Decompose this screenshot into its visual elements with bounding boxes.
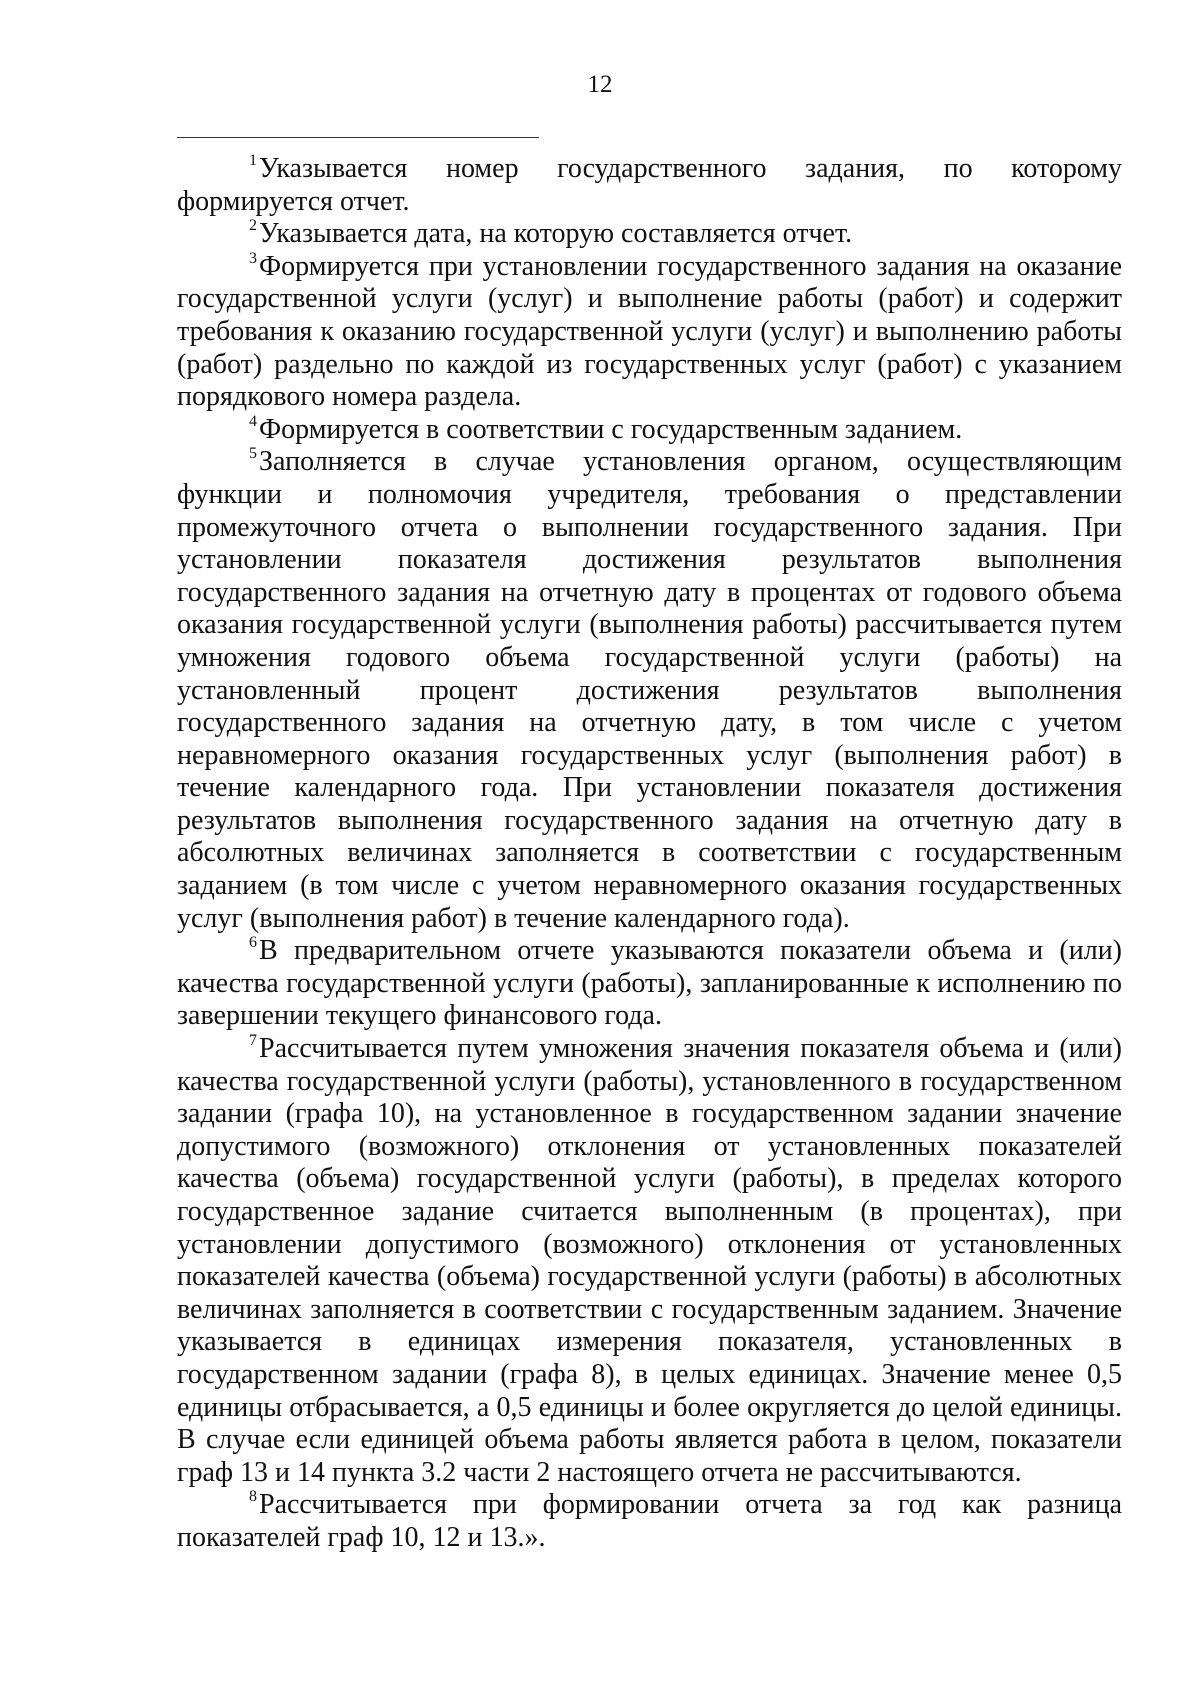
footnote-1 <box>177 153 1122 218</box>
footnote-text: Заполняется в случае установления органом, осуществляющим функции и полномочия учредителя, требования о представлении промежуточного отчета о выполнении государственного задания. При установлении показателя достижения результатов выполнения государственного задания на отчетную дату в процентах от годового объема оказания государственной услуги (выполнения работы) рассчитывается путем умножения годового объема государственной услуги (работы) на установленный процент достижения результатов выполнения государственного задания на отчетную дату, в том числе с учетом неравномерного оказания государственных услуг (выполнения работ) в течение календарного года. При установлении показателя достижения результатов выполнения государственного задания на отчетную дату в абсолютных величинах заполняется в соответствии с государственным заданием (в том числе с учетом неравномерного оказания государственных услуг (выполнения работ) в течение календарного года). <box>177 446 1122 934</box>
footnote-8 <box>177 1489 1122 1554</box>
footnote-separator <box>177 137 539 138</box>
footnote-marker: 6 <box>249 934 257 952</box>
footnote-text: Рассчитывается путем умножения значения показателя объема и (или) качества государственной услуги (работы), установленного в государственном задании (графа 10), на установленное в государственном задании значение допустимого (возможного) отклонения от установленных показателей качества (объема) государственной услуги (работы), в пределах которого государственное задание считается выполненным (в процентах), при установлении допустимого (возможного) отклонения от установленных показателей качества (объема) государственной услуги (работы) в абсолютных величинах заполняется в соответствии с государственным заданием. Значение указывается в единицах измерения показателя, установленных в государственном задании (графа 8), в целых единицах. Значение менее 0,5 единицы отбрасывается, а 0,5 единицы и более округляется до целой единицы. В случае если единицей объема работы является работа в целом, показатели граф 13 и 14 пункта 3.2 части 2 настоящего отчета не рассчитываются. <box>177 1033 1122 1488</box>
footnote-5 <box>177 446 1122 935</box>
page-number: 12 <box>587 71 613 98</box>
footnote-marker: 8 <box>249 1488 257 1506</box>
footnote-text: Формируется в соответствии с государственным заданием. <box>259 413 963 445</box>
footnote-text: Формируется при установлении государственного задания на оказание государственной услуги (услуг) и выполнение работы (работ) и содержит требования к оказанию государственной услуги (услуг) и выполнению работы (работ) раздельно по каждой из государственных услуг (работ) с указанием порядкового номера раздела. <box>177 250 1122 413</box>
footnote-marker: 1 <box>249 152 257 169</box>
footnote-marker: 7 <box>249 1032 257 1050</box>
footnote-text: Указывается номер государственного задания, по которому формируется отчет. <box>177 153 1122 217</box>
footnote-marker: 4 <box>249 412 257 430</box>
footnote-7 <box>177 1033 1122 1489</box>
footnote-text: Указывается дата, на которую составляется отчет. <box>259 218 853 250</box>
footnote-marker: 3 <box>249 249 257 267</box>
footnote-3 <box>177 251 1122 414</box>
footnote-4 <box>177 414 1122 447</box>
footnotes-section <box>177 153 1122 1555</box>
footnote-text: Рассчитывается при формировании отчета за год как разница показателей граф 10, 12 и 13.». <box>177 1489 1122 1553</box>
footnote-text: В предварительном отчете указываются показатели объема и (или) качества государственной услуги (работы), запланированные к исполнению по завершении текущего финансового года. <box>177 935 1122 1032</box>
footnote-marker: 2 <box>249 217 257 235</box>
footnote-marker: 5 <box>249 445 257 463</box>
footnote-6 <box>177 935 1122 1033</box>
footnote-2 <box>177 218 1122 251</box>
